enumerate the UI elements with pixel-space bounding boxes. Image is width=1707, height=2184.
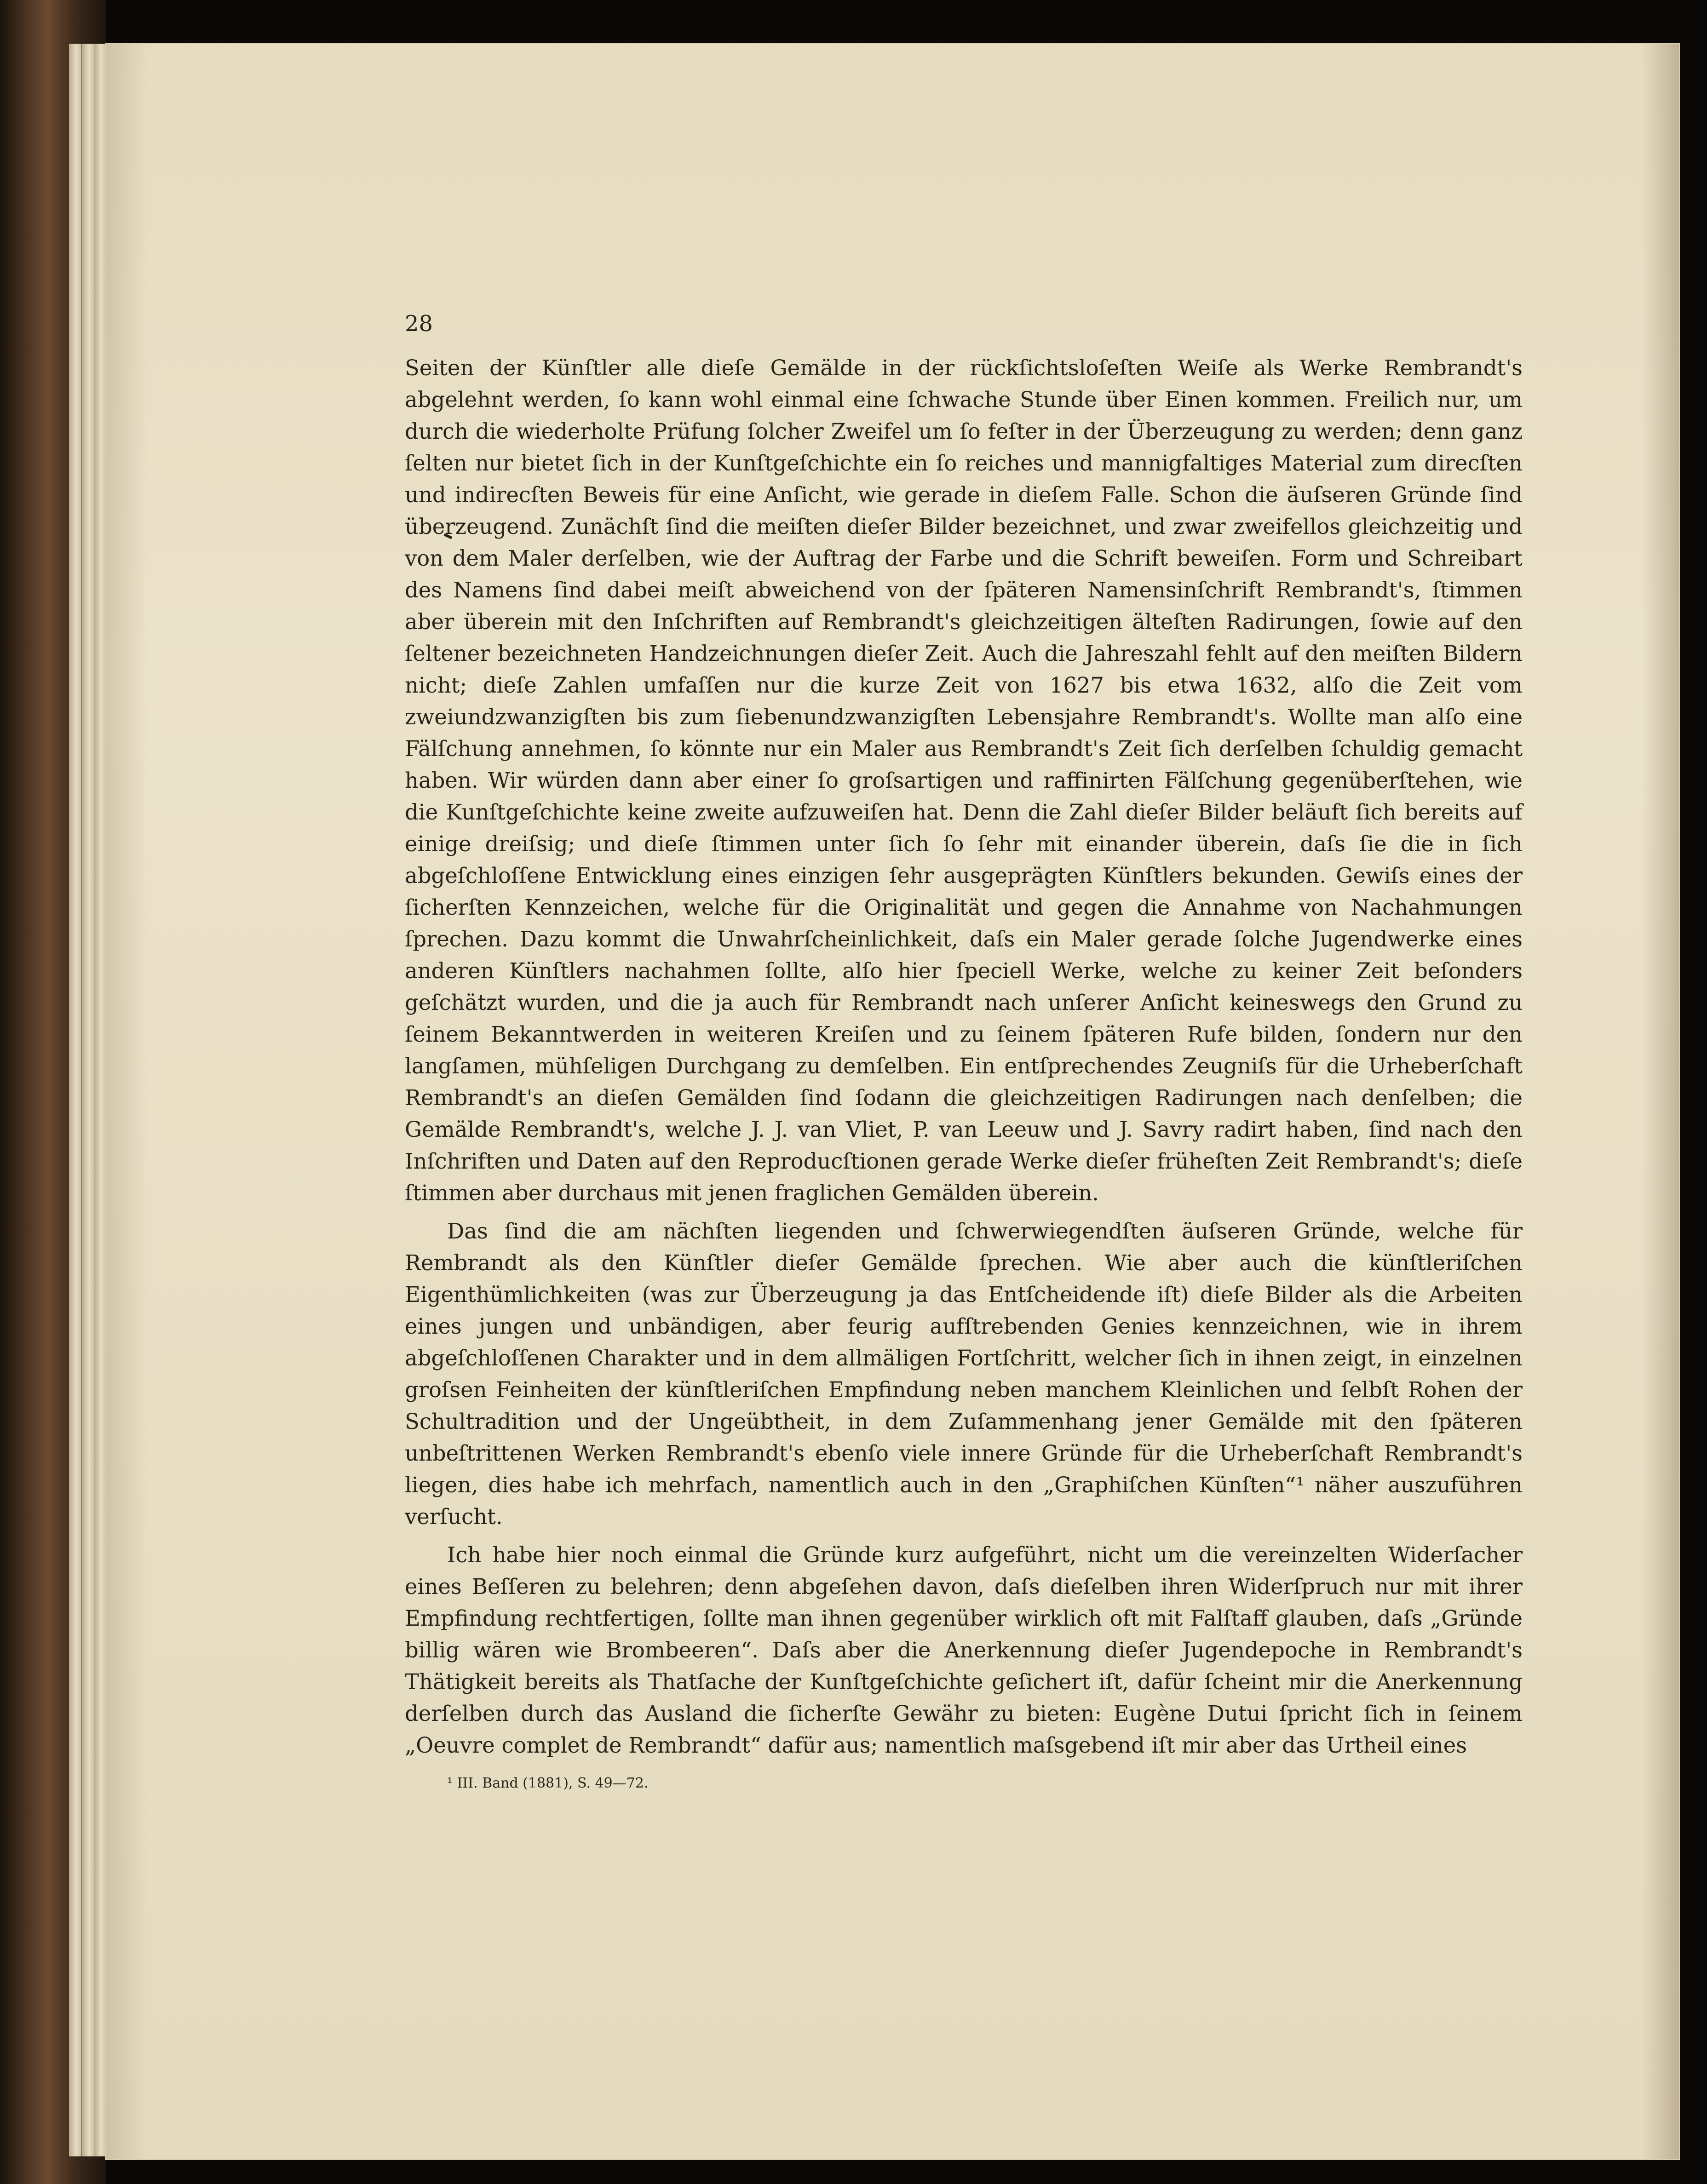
book-page: [106, 44, 1679, 2159]
paragraph: Das ſind die am nächſten liegenden und ſchwerwiegendſten äuſseren Gründe, welche für Rembrandt als den Künſtler dieſer Gemälde ſprechen. Wie aber auch die künſtleriſchen Eigenthümlichkeiten (was zur Überzeugung ja das Entſcheidende iſt) dieſe Bilder als die Arbeiten eines jungen und unbändigen, aber feurig aufſtrebenden Genies kennzeichnen, wie in ihrem abgeſchloſſenen Charakter und in dem allmäligen Fortſchritt, welcher ſich in ihnen zeigt, in einzelnen groſsen Feinheiten der künſtleriſchen Empfindung neben manchem Kleinlichen und ſelbſt Rohen der Schultradition und der Ungeübtheit, in dem Zuſammenhang jener Gemälde mit den ſpäteren unbeſtrittenen Werken Rembrandt's ebenſo viele innere Gründe für die Urheberſchaft Rembrandt's liegen, dies habe ich mehrfach, namentlich auch in den „Graphiſchen Künſten“¹ näher auszuführen verſucht.: [405, 1219, 1523, 1529]
page-edge: [94, 44, 107, 2156]
paragraph: Seiten der Künſtler alle dieſe Gemälde in der rückſichtsloſeſten Weiſe als Werke Rembrandt's abgelehnt werden, ſo kann wohl einmal eine ſchwache Stunde über Einen kommen. Freilich nur, um durch die wiederholte Prüfung ſolcher Zweifel um ſo feſter in der Überzeugung zu werden; denn ganz ſelten nur bietet ſich in der Kunſtgeſchichte ein ſo reiches und mannigfaltiges Material zum direcſten und indirecſten Beweis für eine Anſicht, wie gerade in dieſem Falle. Schon die äuſseren Gründe ſind überzeugend. Zunächſt ſind die meiſten dieſer Bilder bezeichnet, und zwar zweifellos gleichzeitig und von dem Maler derſelben, wie der Auftrag der Farbe und die Schrift beweiſen. Form und Schreibart des Namens ſind dabei meiſt abweichend von der ſpäteren Namensinſchrift Rembrandt's, ſtimmen aber überein mit den Inſchriften auf Rembrandt's gleichzeitigen älteſten Radirungen, ſowie auf den ſeltener bezeichneten Handzeichnungen dieſer Zeit. Auch die Jahreszahl fehlt auf den meiſten Bildern nicht; dieſe Zahlen umfaſſen nur die kurze Zeit von 1627 bis etwa 1632, alſo die Zeit vom zweiundzwanzigſten bis zum ſiebenundzwanzigſten Lebensjahre Rembrandt's. Wollte man alſo eine Fälſchung annehmen, ſo könnte nur ein Maler aus Rembrandt's Zeit ſich derſelben ſchuldig gemacht haben. Wir würden dann aber einer ſo groſsartigen und raffinirten Fälſchung gegenüberſtehen, wie die Kunſtgeſchichte keine zweite aufzuweiſen hat. Denn die Zahl dieſer Bilder beläuft ſich bereits auf einige dreiſsig; und dieſe ſtimmen unter ſich ſo ſehr mit einander überein, daſs ſie die in ſich abgeſchloſſene Entwicklung eines einzigen ſehr ausgeprägten Künſtlers bekunden. Gewiſs eines der ſicherſten Kennzeichen, welche für die Originalität und gegen die Annahme von Nachahmungen ſprechen. Dazu kommt die Unwahrſcheinlichkeit, daſs ein Maler gerade ſolche Jugendwerke eines anderen Künſtlers nachahmen ſollte, alſo hier ſpeciell Werke, welche zu keiner Zeit beſonders geſchätzt wurden, und die ja auch für Rembrandt nach unſerer Anſicht keineswegs den Grund zu ſeinem Bekanntwerden in weiteren Kreiſen und zu ſeinem ſpäteren Rufe bilden, ſondern nur den langſamen, mühſeligen Durchgang zu demſelben. Ein entſprechendes Zeugniſs für die Urheberſchaft Rembrandt's an dieſen Gemälden ſind ſodann die gleichzeitigen Radirungen nach denſelben; die Gemälde Rembrandt's, welche J. J. van Vliet, P. van Leeuw und J. Savry radirt haben, ſind nach den Inſchriften und Daten auf den Reproducſtionen gerade Werke dieſer früheſten Zeit Rembrandt's; dieſe ſtimmen aber durchaus mit jenen fraglichen Gemälden überein.: [405, 355, 1523, 1205]
paragraph: Ich habe hier noch einmal die Gründe kurz aufgeführt, nicht um die vereinzelten Widerſacher eines Beſſeren zu belehren; denn abgeſehen davon, daſs dieſelben ihren Widerſpruch nur mit ihrer Empfindung rechtfertigen, ſollte man ihnen gegenüber wirklich oft mit Falſtaff glauben, daſs „Gründe billig wären wie Brombeeren“. Daſs aber die Anerkennung dieſer Jugendepoche in Rembrandt's Thätigkeit bereits als Thatſache der Kunſtgeſchichte geſichert iſt, dafür ſcheint mir die Anerkennung derſelben durch das Ausland die ſicherſte Gewähr zu bieten: Eugène Dutui ſpricht ſich in ſeinem „Oeuvre complet de Rembrandt“ dafür aus; namentlich maſsgebend iſt mir aber das Urtheil eines: [405, 1542, 1523, 1758]
page-edge: [82, 44, 95, 2156]
page-content: [405, 313, 1523, 1793]
footnote: ¹ III. Band (1881), S. 49—72.: [447, 1775, 649, 1791]
page-number: 28: [405, 311, 433, 337]
page-edge: [69, 44, 82, 2156]
